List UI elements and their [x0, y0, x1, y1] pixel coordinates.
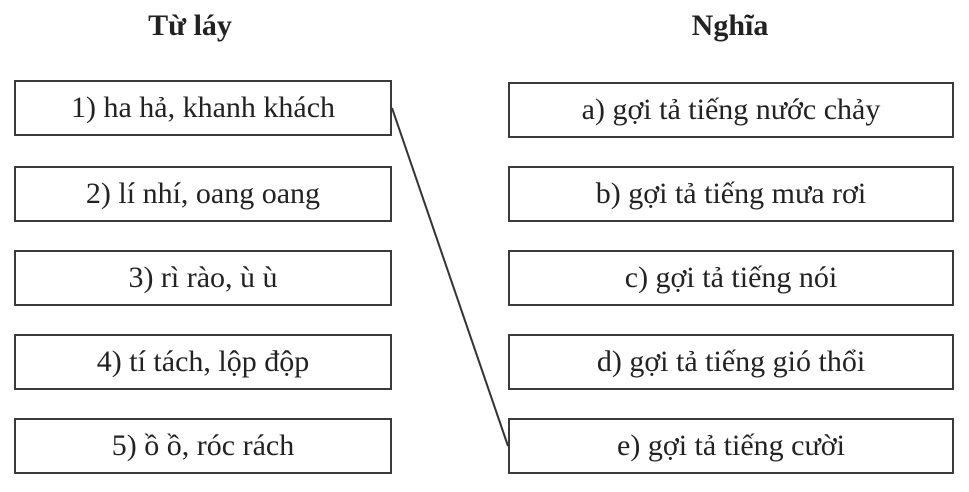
word-box-3[interactable]: 3) rì rào, ù ù [14, 250, 392, 306]
column-heading-words: Từ láy [148, 9, 232, 42]
meaning-box-e[interactable]: e) gợi tả tiếng cười [508, 418, 954, 474]
meaning-box-d[interactable]: d) gợi tả tiếng gió thổi [508, 334, 954, 390]
word-box-2[interactable]: 2) lí nhí, oang oang [14, 166, 392, 222]
meaning-box-c[interactable]: c) gợi tả tiếng nói [508, 250, 954, 306]
meaning-box-a[interactable]: a) gợi tả tiếng nước chảy [508, 82, 954, 138]
column-heading-meanings: Nghĩa [691, 9, 769, 42]
word-box-5[interactable]: 5) ồ ồ, róc rách [14, 418, 392, 474]
word-box-1[interactable]: 1) ha hả, khanh khách [14, 80, 392, 136]
connector-line-1-e [392, 108, 508, 446]
word-box-4[interactable]: 4) tí tách, lộp độp [14, 334, 392, 390]
meaning-box-b[interactable]: b) gợi tả tiếng mưa rơi [508, 166, 954, 222]
